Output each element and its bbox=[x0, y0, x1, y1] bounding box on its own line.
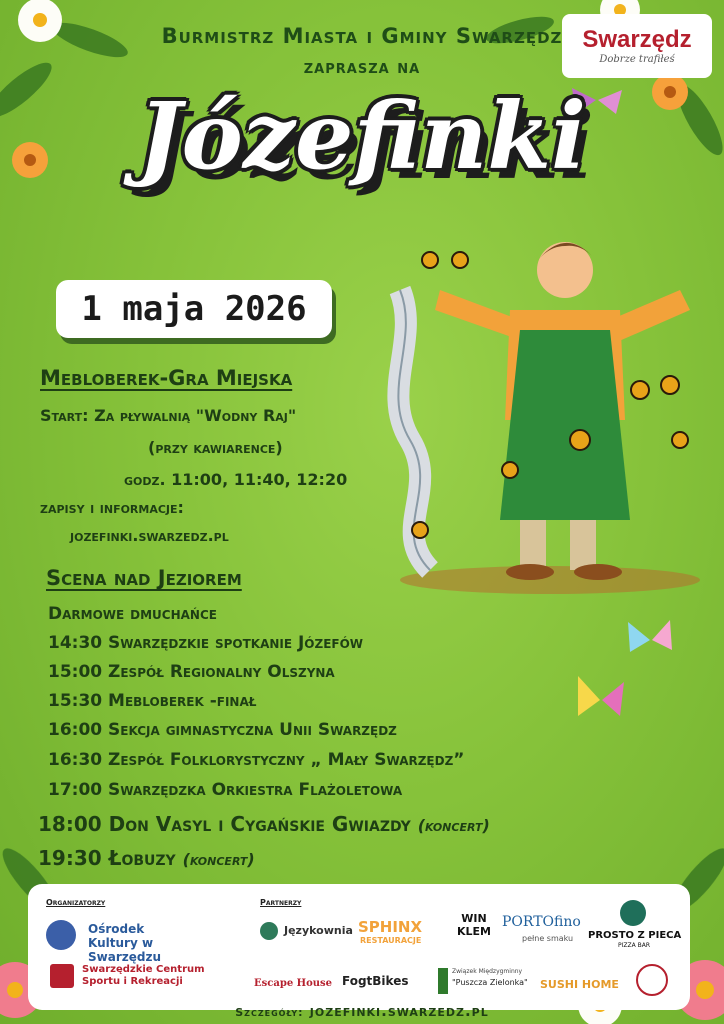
mebloberek-heading: Mebloberek-Gra Miejska bbox=[40, 366, 293, 390]
partner-jezykownia: Językownia bbox=[284, 924, 353, 937]
partner-prosto-sub: PIZZA BAR bbox=[618, 942, 651, 949]
theater-masks-icon bbox=[46, 920, 76, 950]
concert-2-name: 19:30 Łobuzy bbox=[38, 846, 176, 870]
scsir-logo-icon bbox=[50, 964, 74, 988]
mebloberek-start: Start: Za pływalnią "Wodny Raj" bbox=[40, 406, 297, 425]
schedule-item: 16:30 Zespół Folklorystyczny „ Mały Swarzędz” bbox=[48, 750, 465, 770]
schedule-item: 14:30 Swarzędzkie spotkanie Józefów bbox=[48, 633, 364, 653]
schedule-item: 15:00 Zespół Regionalny Olszyna bbox=[48, 662, 335, 682]
sponsors-panel bbox=[28, 884, 690, 1010]
mebloberek-info-label: zapisy i informacje: bbox=[40, 498, 184, 517]
concert-1-note: (koncert) bbox=[417, 816, 490, 835]
dancing-man-illustration bbox=[380, 220, 720, 600]
partner-puszcza-pre: Związek Międzygminny bbox=[452, 968, 523, 975]
header-line1: Burmistrz Miasta i Gminy Swarzędz bbox=[161, 24, 563, 48]
partner-sphinx-sub: RESTAURACJE bbox=[360, 936, 422, 945]
header-line2: zaprasza na bbox=[303, 56, 421, 78]
partner-prosto: PROSTO Z PIECA bbox=[588, 930, 682, 941]
event-date: 1 maja 2026 bbox=[81, 289, 307, 329]
details-link[interactable]: jozefinki.swarzedz.pl bbox=[309, 1002, 489, 1020]
mebloberek-times: godz. 11:00, 11:40, 12:20 bbox=[124, 470, 348, 489]
partner-fogt: FogtBikes bbox=[342, 974, 409, 988]
partner-escape: Escape House bbox=[254, 978, 333, 989]
mebloberek-start-location: (przy kawiarence) bbox=[148, 438, 283, 457]
partner-sushi: SUSHI HOME bbox=[540, 978, 619, 991]
brand-name: Swarzędz bbox=[582, 26, 692, 53]
partner-round-logo-icon bbox=[636, 964, 668, 996]
schedule-item: 17:00 Swarzędzka Orkiestra Flażoletowa bbox=[48, 780, 403, 800]
details-label: Szczegóły: bbox=[235, 1006, 304, 1019]
date-badge bbox=[56, 280, 332, 338]
partners-label: Partnerzy bbox=[260, 898, 302, 907]
schedule-item: 15:30 Mebloberek -finał bbox=[48, 691, 257, 711]
event-title: Józefinki bbox=[137, 82, 587, 190]
partner-winklem: WIN KLEM bbox=[457, 912, 491, 938]
partner-sphinx: SPHINX bbox=[358, 918, 423, 936]
headline-concert-2 bbox=[38, 846, 255, 870]
mebloberek-info-link[interactable]: jozefinki.swarzedz.pl bbox=[70, 526, 229, 545]
puszcza-logo-icon bbox=[438, 968, 448, 994]
concert-1-name: 18:00 Don Vasyl i Cygańskie Gwiazdy bbox=[38, 812, 411, 836]
jezykownia-logo-icon bbox=[260, 922, 278, 940]
org-scsir: Swarzędzkie Centrum Sportu i Rekreacji bbox=[82, 964, 205, 987]
bottom-details bbox=[0, 1002, 724, 1020]
scena-heading: Scena nad Jeziorem bbox=[46, 566, 242, 590]
organizers-label: Organizatorzy bbox=[46, 898, 106, 907]
brand-tagline: Dobrze trafiłeś bbox=[599, 54, 675, 65]
schedule-item: 16:00 Sekcja gimnastyczna Unii Swarzędz bbox=[48, 720, 397, 740]
headline-concert-1 bbox=[38, 812, 490, 836]
concert-2-note: (koncert) bbox=[182, 850, 255, 869]
partner-puszcza: "Puszcza Zielonka" bbox=[452, 978, 528, 987]
pizza-icon bbox=[620, 900, 646, 926]
partner-portofino-sub: pełne smaku bbox=[522, 934, 574, 943]
schedule-item: Darmowe dmuchańce bbox=[48, 604, 217, 624]
org-okws: Ośrodek Kultury w Swarzędzu bbox=[88, 922, 161, 964]
partner-portofino: PORTOfino bbox=[502, 914, 581, 930]
